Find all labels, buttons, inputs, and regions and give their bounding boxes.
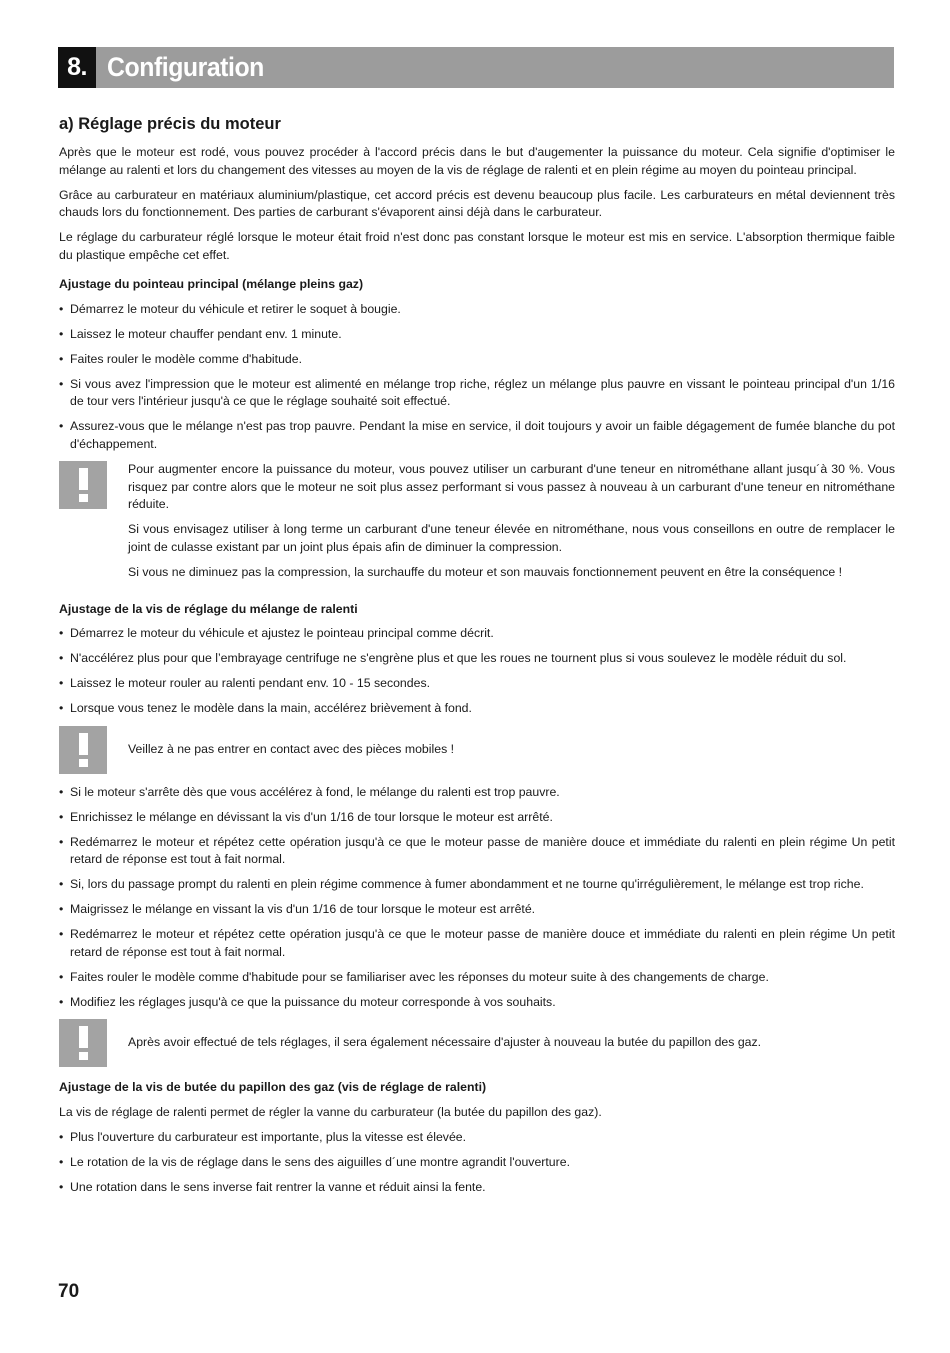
list-item: • Redémarrez le moteur et répétez cette opération jusqu'à ce que le moteur passe de manière douce et immédiate du ralenti en plein régime Un petit retard de réponse est tout à fait normal. [59, 834, 895, 869]
warning-text [128, 461, 895, 589]
warning-note [59, 461, 895, 589]
subsection-title: a) Réglage précis du moteur [59, 115, 281, 133]
page-content [59, 114, 895, 1204]
list-item: • Si vous avez l'impression que le moteur est alimenté en mélange trop riche, réglez un mélange plus pauvre en vissant le pointeau principal d'un 1/16 de tour vers l'intérieur jusqu'à ce que le réglage souhaité soit effectué. [59, 376, 895, 411]
list-item: • Modifiez les réglages jusqu'à ce que la puissance du moteur corresponde à vos souhaits. [59, 994, 895, 1012]
list-item: • Lorsque vous tenez le modèle dans la main, accélérez brièvement à fond. [59, 700, 895, 718]
warning-paragraph: Si vous envisagez utiliser à long terme un carburant d'une teneur élevée en nitrométhane, nous vous conseillons en outre de remplacer le joint de culasse existant par un joint plus épais afin de diminuer la compression. [128, 522, 895, 554]
list-item: • Démarrez le moteur du véhicule et retirer le soquet à bougie. [59, 301, 895, 319]
pointeau-heading: Ajustage du pointeau principal (mélange pleins gaz) [59, 277, 364, 291]
paragraph: Grâce au carburateur en matériaux aluminium/plastique, cet accord précis est devenu beaucoup plus facile. Les carburateurs en métal deviennent très chauds lors du fonctionnement. Des parties de carburant s'évaporent ainsi déjà dans le carburateur. [59, 187, 895, 219]
page-number: 70 [58, 1281, 80, 1302]
list-item: • Faites rouler le modèle comme d'habitude pour se familiariser avec les réponses du moteur suite à des changements de charge. [59, 969, 895, 987]
exclamation-warning-icon [59, 1019, 107, 1067]
warning-paragraph: Veillez à ne pas entrer en contact avec des pièces mobiles ! [128, 741, 455, 756]
warning-note [59, 1019, 895, 1067]
ralenti-list [59, 625, 895, 718]
list-item: • Enrichissez le mélange en dévissant la vis d'un 1/16 de tour lorsque le moteur est arrêté. [59, 809, 895, 827]
list-item: • Faites rouler le modèle comme d'habitude. [59, 351, 895, 369]
list-item: • Démarrez le moteur du véhicule et ajustez le pointeau principal comme décrit. [59, 625, 895, 643]
warning-note [59, 726, 895, 774]
warning-paragraph: Après avoir effectué de tels réglages, il sera également nécessaire d'ajuster à nouveau la butée du papillon des gaz. [128, 1035, 762, 1050]
list-item: • Une rotation dans le sens inverse fait rentrer la vanne et réduit ainsi la fente. [59, 1179, 895, 1197]
ralenti-heading: Ajustage de la vis de réglage du mélange de ralenti [59, 601, 358, 616]
list-item: • Laissez le moteur chauffer pendant env. 1 minute. [59, 326, 895, 344]
exclamation-warning-icon [59, 726, 107, 774]
list-item: • Si, lors du passage prompt du ralenti en plein régime commence à fumer abondamment et ne tourne qu'irrégulièrement, le mélange est trop riche. [59, 876, 895, 894]
list-item: • Laissez le moteur rouler au ralenti pendant env. 10 - 15 secondes. [59, 675, 895, 693]
list-item: • Redémarrez le moteur et répétez cette opération jusqu'à ce que le moteur passe de manière douce et immédiate du ralenti en plein régime Un petit retard de réponse est tout à fait normal. [59, 926, 895, 961]
section-header [58, 47, 894, 88]
list-item: • Si le moteur s'arrête dès que vous accélérez à fond, le mélange du ralenti est trop pauvre. [59, 784, 895, 802]
paragraph: Après que le moteur est rodé, vous pouvez procéder à l'accord précis dans le but d'augementer la puissance du moteur. Cela signifie d'optimiser le mélange au ralenti et lors du changement des vitesses au moyen de la vis de réglage de ralenti et en plein régime au moyen du pointeau principal. [59, 145, 895, 177]
exclamation-warning-icon [59, 461, 107, 509]
warning-text [128, 726, 895, 774]
list-item: • Maigrissez le mélange en vissant la vis d'un 1/16 de tour lorsque le moteur est arrêté. [59, 901, 895, 919]
warning-paragraph: Si vous ne diminuez pas la compression, la surchauffe du moteur et son mauvais fonctionnement peuvent en être la conséquence ! [128, 564, 843, 579]
warning-text [128, 1019, 895, 1067]
butee-heading: Ajustage de la vis de butée du papillon des gaz (vis de réglage de ralenti) [59, 1080, 487, 1094]
paragraph: Le réglage du carburateur réglé lorsque le moteur était froid n'est donc pas constant lorsque le moteur est mis en service. L'absorption thermique faible du plastique empêche cet effet. [59, 230, 895, 262]
section-number: 8. [58, 47, 96, 88]
butee-list [59, 1129, 895, 1197]
list-item: • Assurez-vous que le mélange n'est pas trop pauvre. Pendant la mise en service, il doit toujours y avoir un faible dégagement de fumée blanche du pot d'échappement. [59, 418, 895, 453]
section-title: Configuration [107, 52, 264, 82]
list-item: • Le rotation de la vis de réglage dans le sens des aiguilles d´une montre agrandit l'ouverture. [59, 1154, 895, 1172]
list-item: • N'accélérez plus pour que l’embrayage centrifuge ne s'engrène plus et que les roues ne tournent plus si vous soulevez le modèle réduit du sol. [59, 650, 895, 668]
paragraph: La vis de réglage de ralenti permet de régler la vanne du carburateur (la butée du papillon des gaz). [59, 1104, 602, 1119]
list-item: • Plus l'ouverture du carburateur est importante, plus la vitesse est élevée. [59, 1129, 895, 1147]
pointeau-list [59, 301, 895, 454]
warning-paragraph: Pour augmenter encore la puissance du moteur, vous pouvez utiliser un carburant d'une teneur en nitrométhane allant jusqu´à 30 %. Vous risquez par contre alors que le moteur ne soit plus assez performant si vous passez à nouveau à un carburant d'une teneur en nitrométhane réduite. [128, 462, 895, 511]
ralenti-list-2 [59, 784, 895, 1012]
